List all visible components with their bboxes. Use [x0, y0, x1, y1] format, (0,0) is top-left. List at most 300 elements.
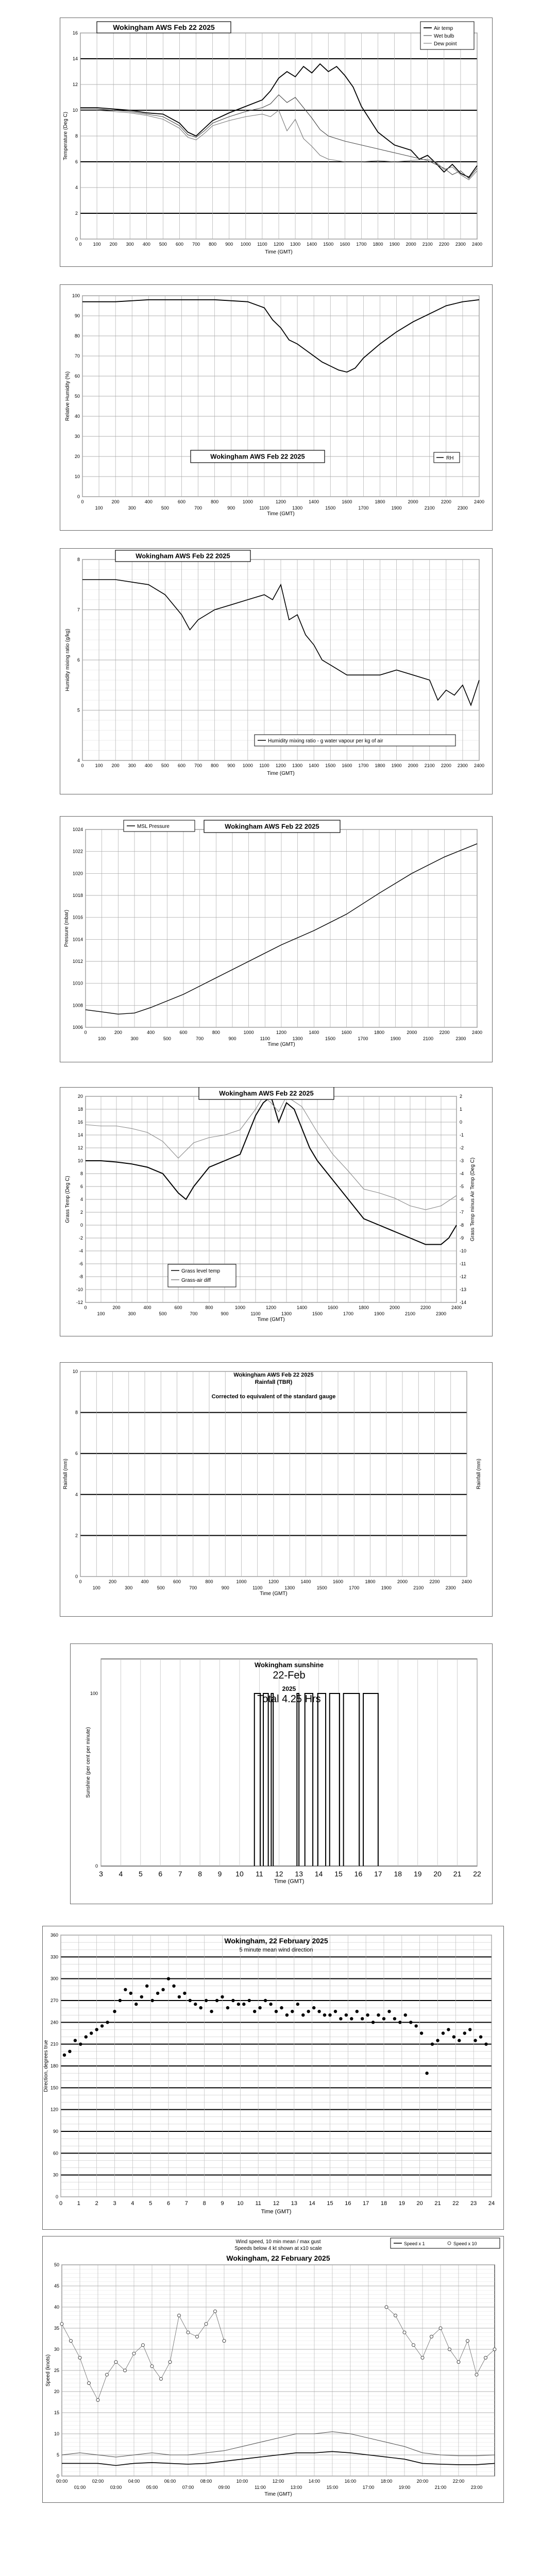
temp-xtick-label-12: 1200 [273, 242, 284, 247]
wdir-point-64 [409, 2021, 412, 2024]
wdir-point-26 [205, 1999, 208, 2002]
wspd-x10-point-3-4 [421, 2356, 424, 2359]
grass-xtick-top-label-12: 2400 [451, 1305, 462, 1310]
rh-ytick-label-5: 50 [74, 394, 80, 399]
wdir-ytick-label-7: 210 [50, 2041, 58, 2047]
wdir-point-68 [431, 2043, 434, 2046]
mix-ytick-label-3: 7 [77, 607, 80, 613]
rh-xtick-bottom-label-3: 700 [194, 505, 202, 511]
wspd-x10-point-3-1 [394, 2314, 397, 2317]
temp-xtick-label-10: 1000 [240, 242, 251, 247]
grass-xtick-bottom-label-3: 700 [190, 1311, 198, 1316]
rain-xtick-top-label-7: 1400 [300, 1579, 311, 1584]
temp-xlabel: Time (GMT) [265, 249, 293, 255]
temp-legend-label-2: Dew point [434, 41, 457, 47]
wdir-point-38 [269, 2003, 272, 2006]
mix-xtick-label-24: 2400 [474, 763, 485, 768]
rain-ytick-label-3: 6 [75, 1451, 78, 1456]
wdir-xtick-label-4: 4 [131, 2200, 134, 2207]
grass-xtick-top-label-10: 2000 [389, 1305, 400, 1310]
pres-ytick-label-6: 1018 [72, 893, 83, 898]
grass-ytick-right-label-3: -11 [460, 1261, 466, 1266]
temp-xtick-label-3: 300 [126, 242, 134, 247]
wspd-xtick-top-label-8: 16:00 [344, 2479, 357, 2484]
wspd-x10-point-2-14 [187, 2331, 190, 2334]
rainfall-svg [60, 1362, 493, 1617]
grass-xtick-top-label-11: 2200 [420, 1305, 431, 1310]
wspd-ytick-label-4: 20 [54, 2389, 59, 2394]
grass-ytick-right-label-13: -1 [460, 1132, 464, 1138]
mix-xtick-label-14: 1400 [309, 763, 319, 768]
wdir-point-52 [345, 2013, 348, 2016]
grass-xtick-bottom-label-8: 1700 [343, 1311, 354, 1316]
wspd-x10-point-2-16 [205, 2323, 208, 2326]
wdir-xtick-label-21: 21 [434, 2200, 441, 2207]
wspd-xlabel: Time (GMT) [264, 2492, 292, 2497]
rain-xtick-bottom-label-3: 700 [189, 1585, 197, 1590]
grass-ytick-right-label-0: -14 [460, 1300, 467, 1305]
wdir-point-0 [63, 2054, 66, 2057]
mix-xtick-label-12: 1200 [275, 763, 286, 768]
grass-xtick-top-label-5: 1000 [234, 1305, 246, 1310]
pres-xtick-top-label-7: 1400 [309, 1030, 319, 1035]
sun-xtick-label-7: 10 [235, 1870, 244, 1878]
wspd-xtick-top-label-4: 08:00 [200, 2479, 212, 2484]
pres-ytick-label-8: 1022 [72, 849, 83, 854]
temp-ylabel: Temperature (Deg C) [63, 112, 69, 160]
rh-xlabel: Time (GMT) [267, 511, 295, 517]
wdir-ytick-label-5: 150 [50, 2085, 58, 2091]
temp-xtick-label-15: 1500 [323, 242, 334, 247]
wdir-point-20 [172, 1985, 175, 1988]
wdir-point-21 [178, 1995, 181, 1998]
sun-xtick-label-8: 11 [256, 1870, 263, 1878]
wspd-ytick-label-6: 30 [54, 2347, 59, 2352]
wspd-x10-point-2-6 [114, 2361, 117, 2364]
rain-ytick-label-5: 10 [72, 1369, 78, 1374]
wdir-xtick-label-24: 24 [488, 2200, 495, 2207]
rh-ytick-label-10: 100 [72, 293, 80, 298]
rh-xtick-top-label-1: 200 [111, 499, 120, 504]
grass-legend-box [168, 1264, 236, 1287]
temp-ytick-label-1: 2 [75, 211, 78, 216]
wdir-ytick-label-9: 270 [50, 1998, 58, 2003]
mix-xtick-label-9: 900 [227, 763, 235, 768]
rain-subtitle: Rainfall (TBR) [255, 1379, 293, 1385]
wdir-point-16 [151, 1999, 154, 2002]
wdir-point-11 [124, 1988, 127, 1991]
wind-direction-svg [42, 1926, 504, 2230]
wind-speed-svg [42, 2236, 504, 2503]
sun-xtick-label-10: 13 [295, 1870, 303, 1878]
pres-xtick-bottom-label-3: 700 [196, 1036, 204, 1041]
wdir-ytick-label-12: 360 [50, 1933, 58, 1938]
pres-ytick-label-0: 1006 [72, 1025, 83, 1030]
rh-xtick-top-label-10: 2000 [408, 499, 418, 504]
wdir-point-31 [231, 1999, 234, 2002]
mix-xtick-label-13: 1300 [292, 763, 303, 768]
mix-xtick-label-16: 1600 [342, 763, 352, 768]
wspd-ytick-label-8: 40 [54, 2304, 59, 2310]
pres-ytick-label-4: 1014 [72, 937, 83, 942]
pres-xtick-top-label-0: 0 [84, 1030, 87, 1035]
wdir-point-49 [328, 2013, 331, 2016]
pres-xtick-top-label-8: 1600 [341, 1030, 352, 1035]
wspd-xtick-top-label-2: 04:00 [128, 2479, 140, 2484]
wdir-ylabel: Direction, degrees true [43, 2040, 49, 2092]
rh-xtick-bottom-label-7: 1500 [325, 505, 336, 511]
rain-xtick-top-label-3: 600 [173, 1579, 181, 1584]
rh-ytick-label-3: 30 [74, 434, 80, 439]
wdir-point-22 [183, 1992, 186, 1995]
wdir-point-25 [199, 2006, 202, 2009]
rh-xtick-top-label-11: 2200 [441, 499, 451, 504]
grass-ytick-label-16: 20 [77, 1094, 83, 1099]
wdir-point-35 [253, 2010, 256, 2013]
wspd-xtick-bottom-label-4: 09:00 [218, 2485, 230, 2490]
wspd-x10-point-2-1 [70, 2340, 73, 2343]
wdir-point-27 [210, 2010, 213, 2013]
grass-ytick-right-label-2: -12 [460, 1274, 467, 1279]
grass-title: Wokingham AWS Feb 22 2025 [219, 1089, 314, 1097]
wspd-xtick-top-label-9: 18:00 [380, 2479, 393, 2484]
wdir-point-55 [361, 2017, 364, 2020]
rain-xtick-top-label-5: 1000 [236, 1579, 247, 1584]
rh-ylabel: Relative Humidity (%) [65, 371, 71, 421]
grass-ytick-right-label-12: -2 [460, 1145, 464, 1150]
grass-ytick-label-15: 18 [77, 1107, 83, 1112]
wdir-point-33 [242, 2003, 245, 2006]
wspd-ytick-label-3: 15 [54, 2410, 59, 2415]
rain-ytick-label-0: 0 [75, 1574, 78, 1579]
wdir-point-59 [382, 2017, 385, 2020]
grass-ytick-right-label-1: -13 [460, 1287, 467, 1292]
sun-xtick-label-15: 18 [394, 1870, 402, 1878]
sun-xtick-label-0: 3 [99, 1870, 103, 1878]
sun-xtick-label-9: 12 [275, 1870, 283, 1878]
rh-ytick-label-0: 0 [77, 494, 80, 499]
grass-xtick-top-label-9: 1800 [358, 1305, 369, 1310]
mix-ylabel: Humidity mixing ratio (g/kg) [65, 629, 71, 691]
temp-xtick-label-2: 200 [109, 242, 117, 247]
wdir-point-74 [463, 2031, 466, 2035]
grass-xtick-top-label-6: 1200 [265, 1305, 277, 1310]
rain-xtick-bottom-label-6: 1300 [284, 1585, 295, 1590]
grass-ytick-right-label-15: 1 [460, 1107, 463, 1112]
mix-xtick-label-2: 200 [111, 763, 120, 768]
grass-xtick-bottom-label-7: 1500 [312, 1311, 323, 1316]
mix-ytick-label-2: 6 [77, 657, 80, 663]
rh-title: Wokingham AWS Feb 22 2025 [210, 452, 305, 461]
temp-ytick-label-3: 6 [75, 159, 78, 164]
air-temperature-svg [60, 18, 493, 267]
wspd-xtick-bottom-label-10: 21:00 [434, 2485, 447, 2490]
wspd-xtick-bottom-label-11: 23:00 [470, 2485, 483, 2490]
temp-ytick-label-5: 10 [72, 108, 78, 113]
wind-speed-chart [42, 2236, 504, 2503]
rh-xtick-top-label-12: 2400 [474, 499, 485, 504]
wspd-legend-label-0: Speed x 1 [404, 2241, 425, 2246]
sun-xtick-label-13: 16 [354, 1870, 363, 1878]
rh-xtick-bottom-label-4: 900 [227, 505, 235, 511]
wdir-point-9 [113, 2010, 116, 2013]
wdir-point-2 [74, 2039, 77, 2042]
wdir-point-5 [90, 2031, 93, 2035]
temp-xtick-label-19: 1900 [389, 242, 400, 247]
wspd-x10-point-2-17 [214, 2310, 217, 2313]
rh-xtick-bottom-label-1: 300 [128, 505, 136, 511]
wspd-x10-point-2-9 [142, 2344, 145, 2347]
wspd-ytick-label-2: 10 [54, 2431, 59, 2436]
wdir-point-76 [474, 2039, 477, 2042]
rh-ytick-label-2: 20 [74, 454, 80, 459]
grass-xtick-top-label-4: 800 [205, 1305, 213, 1310]
wdir-point-39 [275, 2010, 278, 2013]
sun-date-label: 22-Feb [273, 1670, 306, 1681]
wdir-ytick-label-2: 60 [53, 2150, 58, 2156]
wdir-point-8 [106, 2021, 109, 2024]
wspd-x10-point-2-11 [160, 2377, 163, 2380]
pres-xtick-top-label-10: 2000 [407, 1030, 417, 1035]
wspd-ytick-label-0: 0 [56, 2473, 59, 2479]
grass-ytick-label-9: 6 [80, 1184, 83, 1189]
temp-xtick-label-11: 1100 [257, 242, 267, 247]
wspd-x10-point-3-10 [475, 2373, 478, 2376]
temp-xtick-label-21: 2100 [422, 242, 433, 247]
temp-xtick-label-7: 700 [192, 242, 200, 247]
wdir-point-62 [398, 2021, 401, 2024]
wdir-point-47 [317, 2010, 320, 2013]
sun-title: Wokingham sunshine [254, 1661, 324, 1669]
wdir-xtick-label-16: 16 [345, 2200, 351, 2207]
rain-ytick-label-1: 2 [75, 1533, 78, 1538]
wspd-x10-point-3-8 [457, 2361, 460, 2364]
sun-xtick-label-4: 7 [178, 1870, 182, 1878]
wdir-title: Wokingham, 22 February 2025 [224, 1937, 328, 1945]
wspd-top-note-1: Wind speed, 10 min mean / max gust [235, 2239, 321, 2245]
grass-ylabel: Grass Temp (Deg C) [65, 1176, 71, 1223]
wdir-point-43 [296, 2003, 299, 2006]
sun-year-label: 2025 [282, 1685, 296, 1692]
temp-legend-label-0: Air temp [434, 26, 453, 31]
mix-xtick-label-5: 500 [161, 763, 169, 768]
grass-xtick-bottom-label-6: 1300 [281, 1311, 292, 1316]
grass-xtick-bottom-label-11: 2300 [435, 1311, 447, 1316]
grass-ytick-label-13: 14 [77, 1132, 83, 1138]
grass-ytick-right-label-5: -9 [460, 1235, 464, 1241]
temp-xtick-label-13: 1300 [290, 242, 301, 247]
wdir-point-19 [167, 1977, 170, 1980]
wdir-ytick-label-10: 300 [50, 1976, 58, 1981]
temp-xtick-label-6: 600 [175, 242, 184, 247]
wspd-xtick-bottom-label-7: 15:00 [326, 2485, 339, 2490]
pres-xtick-top-label-6: 1200 [276, 1030, 287, 1035]
mix-xtick-label-21: 2100 [424, 763, 435, 768]
wspd-x10-point-3-7 [448, 2348, 451, 2351]
wdir-point-41 [285, 2013, 289, 2016]
rain-xtick-bottom-label-9: 1900 [381, 1585, 392, 1590]
wspd-xtick-top-label-5: 10:00 [236, 2479, 248, 2484]
wdir-xtick-label-17: 17 [363, 2200, 369, 2207]
rh-legend-label-0: RH [446, 455, 454, 461]
grass-ytick-label-7: 2 [80, 1210, 83, 1215]
sun-xtick-label-18: 21 [453, 1870, 462, 1878]
grass-xtick-bottom-label-9: 1900 [374, 1311, 385, 1316]
grass-ytick-label-8: 4 [80, 1197, 83, 1202]
rh-xtick-bottom-label-2: 500 [161, 505, 169, 511]
rain-xlabel: Time (GMT) [260, 1591, 288, 1597]
wspd-x10-point-2-12 [168, 2361, 172, 2364]
wspd-x10-point-3-5 [430, 2335, 433, 2338]
rh-xtick-top-label-0: 0 [81, 499, 84, 504]
rh-xtick-bottom-label-10: 2100 [424, 505, 435, 511]
wspd-xtick-top-label-7: 14:00 [308, 2479, 320, 2484]
wdir-point-63 [404, 2013, 407, 2016]
rain-xtick-top-label-9: 1800 [365, 1579, 376, 1584]
mix-xtick-label-17: 1700 [358, 763, 369, 768]
wdir-point-50 [334, 2010, 337, 2013]
wspd-xtick-bottom-label-9: 19:00 [398, 2485, 411, 2490]
wdir-point-60 [387, 2010, 391, 2013]
wspd-x10-point-2-0 [60, 2323, 63, 2326]
wdir-xtick-label-9: 9 [221, 2200, 224, 2207]
sun-xtick-label-14: 17 [374, 1870, 382, 1878]
wspd-ytick-label-5: 25 [54, 2368, 59, 2373]
wdir-point-7 [100, 2024, 104, 2027]
wdir-xtick-label-14: 14 [309, 2200, 315, 2207]
temp-xtick-label-22: 2200 [438, 242, 449, 247]
wdir-point-13 [134, 2003, 138, 2006]
wdir-point-70 [442, 2031, 445, 2035]
wdir-point-6 [95, 2028, 98, 2031]
pres-ytick-label-1: 1008 [72, 1003, 83, 1008]
temp-xtick-label-8: 800 [209, 242, 217, 247]
wdir-point-45 [307, 2010, 310, 2013]
wdir-subtitle: 5 minute mean wind direction [239, 1947, 313, 1953]
wspd-legend-label-1: Speed x 10 [453, 2241, 477, 2246]
grass-ytick-label-1: -10 [76, 1287, 83, 1292]
mix-xtick-label-6: 600 [177, 763, 186, 768]
wdir-ytick-label-6: 180 [50, 2063, 58, 2069]
pres-xtick-bottom-label-7: 1500 [325, 1036, 336, 1041]
pres-xtick-bottom-label-4: 900 [228, 1036, 236, 1041]
pres-xtick-bottom-label-8: 1700 [358, 1036, 368, 1041]
pres-xtick-bottom-label-10: 2100 [422, 1036, 434, 1041]
pres-xtick-top-label-4: 800 [212, 1030, 220, 1035]
rain-xtick-top-label-10: 2000 [397, 1579, 408, 1584]
sunshine-svg [70, 1643, 493, 1904]
grass-ytick-right-label-6: -8 [460, 1223, 464, 1228]
temp-xtick-label-24: 2400 [471, 242, 483, 247]
wdir-point-36 [258, 2006, 261, 2009]
wdir-point-30 [226, 2006, 229, 2009]
rh-xtick-top-label-2: 400 [144, 499, 153, 504]
wspd-x10-point-2-5 [106, 2373, 109, 2376]
wdir-ytick-label-4: 120 [50, 2107, 58, 2112]
grass-ytick-label-4: -4 [78, 1248, 83, 1253]
pres-title: Wokingham AWS Feb 22 2025 [225, 822, 319, 831]
pres-xtick-bottom-label-0: 100 [98, 1036, 106, 1041]
rain-ylabel-right: Rainfall (mm) [476, 1459, 482, 1489]
pres-xlabel: Time (GMT) [267, 1042, 295, 1047]
temp-ytick-label-7: 14 [72, 56, 78, 61]
pres-xtick-bottom-label-2: 500 [163, 1036, 171, 1041]
wdir-point-77 [479, 2035, 482, 2038]
rain-xtick-top-label-6: 1200 [268, 1579, 279, 1584]
wspd-top-note-2: Speeds below 4 kt shown at x10 scale [234, 2246, 322, 2251]
mix-xtick-label-7: 700 [194, 763, 202, 768]
grass-xtick-top-label-2: 400 [143, 1305, 151, 1310]
wdir-point-10 [119, 1999, 122, 2002]
mix-xtick-label-23: 2300 [457, 763, 468, 768]
wdir-xtick-label-2: 2 [95, 2200, 98, 2207]
rh-xtick-bottom-label-9: 1900 [391, 505, 402, 511]
wspd-xtick-top-label-6: 12:00 [272, 2479, 284, 2484]
mix-xlabel: Time (GMT) [267, 771, 295, 776]
wdir-point-18 [161, 1988, 164, 1991]
temp-xtick-label-23: 2300 [455, 242, 466, 247]
grass-ytick-right-label-10: -4 [460, 1171, 464, 1176]
wspd-xtick-top-label-3: 06:00 [164, 2479, 176, 2484]
wdir-point-58 [377, 2013, 380, 2016]
pres-ytick-label-2: 1010 [72, 980, 83, 986]
wdir-xtick-label-8: 8 [202, 2200, 206, 2207]
sun-xlabel: Time (GMT) [274, 1878, 305, 1885]
wspd-x10-point-2-4 [96, 2398, 99, 2401]
wspd-xtick-top-label-11: 22:00 [452, 2479, 465, 2484]
grass-xtick-bottom-label-0: 100 [97, 1311, 105, 1316]
rain-xtick-bottom-label-0: 100 [92, 1585, 100, 1590]
wdir-point-56 [366, 2013, 369, 2016]
rh-xtick-bottom-label-6: 1300 [292, 505, 303, 511]
wdir-point-69 [436, 2039, 439, 2042]
rain-xtick-bottom-label-4: 900 [221, 1585, 229, 1590]
pres-legend-label-0: MSL Pressure [137, 824, 170, 829]
grass-legend-label-1: Grass-air diff [181, 1278, 211, 1283]
wdir-ytick-label-3: 90 [53, 2129, 58, 2134]
wdir-xtick-label-11: 11 [255, 2200, 261, 2207]
grass-ytick-label-12: 12 [77, 1145, 83, 1150]
wdir-xtick-label-22: 22 [452, 2200, 459, 2207]
rh-ytick-label-4: 40 [74, 414, 80, 419]
wdir-xtick-label-20: 20 [416, 2200, 423, 2207]
temp-xtick-label-1: 100 [93, 242, 101, 247]
sun-xtick-label-16: 19 [413, 1870, 422, 1878]
grass-ytick-label-14: 16 [77, 1120, 83, 1125]
wdir-ytick-label-8: 240 [50, 2020, 58, 2025]
rain-xtick-top-label-4: 800 [205, 1579, 213, 1584]
pres-xtick-top-label-11: 2200 [439, 1030, 450, 1035]
rain-ytick-label-2: 4 [75, 1492, 78, 1497]
grass-ytick-right-label-11: -3 [460, 1158, 464, 1163]
pres-xtick-top-label-2: 400 [147, 1030, 155, 1035]
grass-xtick-bottom-label-2: 500 [159, 1311, 167, 1316]
wspd-x10-point-2-8 [132, 2352, 136, 2355]
wspd-xtick-bottom-label-8: 17:00 [362, 2485, 375, 2490]
mix-ytick-label-4: 8 [77, 557, 80, 562]
rain-xtick-top-label-1: 200 [108, 1579, 117, 1584]
rain-annotation: Corrected to equivalent of the standard gauge [211, 1394, 336, 1400]
wdir-point-14 [140, 1995, 143, 1998]
rh-xtick-top-label-3: 600 [177, 499, 186, 504]
sun-xtick-label-3: 6 [158, 1870, 163, 1878]
grass-xtick-bottom-label-4: 900 [221, 1311, 229, 1316]
wdir-xtick-label-3: 3 [113, 2200, 116, 2207]
wspd-x10-point-3-3 [412, 2344, 415, 2347]
grass-ylabel-right: Grass Temp minus Air Temp (Deg C) [470, 1157, 476, 1242]
grass-ytick-right-label-7: -7 [460, 1210, 464, 1215]
wdir-xtick-label-19: 19 [398, 2200, 405, 2207]
